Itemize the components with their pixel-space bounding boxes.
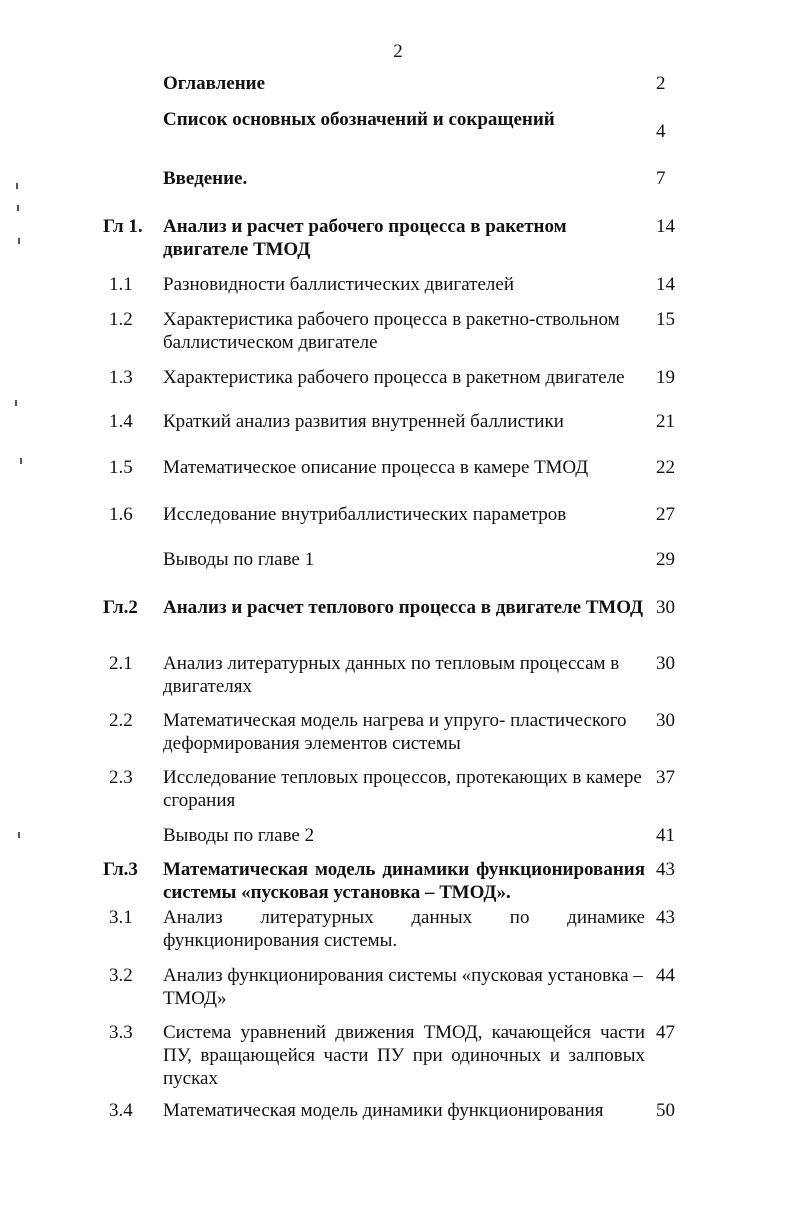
scan-speck	[18, 832, 20, 838]
toc-entry-number: Гл.3	[103, 859, 138, 880]
toc-entry-page: 4	[656, 121, 666, 142]
scan-speck	[18, 238, 20, 244]
toc-entry-title: Характеристика рабочего процесса в ракетно-ствольном баллистическом двигателе	[163, 309, 620, 353]
toc-entry-title: Выводы по главе 2	[163, 825, 315, 846]
toc-entry-page: 29	[656, 549, 675, 570]
toc-entry-title: Математическая модель нагрева и упруго- пластического деформирования элементов системы	[163, 710, 627, 754]
toc-entry-title: Разновидности баллистических двигателей	[163, 274, 514, 295]
toc-entry-number: 2.2	[109, 710, 133, 731]
toc-entry-title: Список основных обозначений и сокращений	[163, 109, 555, 130]
toc-entry-title: Система уравнений движения ТМОД, качающейся части ПУ, вращающейся части ПУ при одиночных и залповых пусках	[163, 1022, 645, 1089]
toc-entry-title: Математическое описание процесса в камере ТМОД	[163, 457, 589, 478]
toc-entry-page: 14	[656, 216, 675, 237]
toc-entry-title: Анализ и расчет рабочего процесса в ракетном двигателе ТМОД	[163, 216, 567, 260]
scan-speck	[17, 205, 19, 211]
toc-entry-title: Исследование внутрибаллистических параметров	[163, 504, 567, 525]
toc-entry-page: 43	[656, 859, 675, 880]
toc-entry-page: 27	[656, 504, 675, 525]
page-number: 2	[393, 41, 403, 62]
scan-speck	[20, 458, 22, 464]
toc-entry-title: Анализ литературных данных по тепловым процессам в двигателях	[163, 653, 620, 697]
toc-entry-number: Гл 1.	[103, 216, 143, 237]
toc-entry-number: 1.3	[109, 367, 133, 388]
toc-entry-number: 3.4	[109, 1100, 133, 1121]
toc-entry-page: 41	[656, 825, 675, 846]
toc-entry-number: 1.1	[109, 274, 133, 295]
toc-entry-page: 2	[656, 73, 666, 94]
toc-entry-title: Анализ и расчет теплового процесса в двигателе ТМОД	[163, 597, 644, 618]
toc-entry-title: Краткий анализ развития внутренней баллистики	[163, 411, 564, 432]
scan-speck	[15, 400, 17, 406]
toc-entry-number: 1.5	[109, 457, 133, 478]
toc-entry-number: Гл.2	[103, 597, 138, 618]
toc-entry-number: 1.2	[109, 309, 133, 330]
toc-entry-page: 14	[656, 274, 675, 295]
scan-speck	[16, 183, 18, 189]
toc-entry-page: 21	[656, 411, 675, 432]
toc-entry-title: Введение.	[163, 168, 248, 189]
toc-entry-title: Математическая модель динамики функционирования системы «пусковая установка – ТМОД».	[163, 859, 645, 903]
toc-entry-title: Анализ функционирования системы «пусковая установка –ТМОД»	[163, 965, 643, 1009]
toc-entry-title: Оглавление	[163, 73, 266, 94]
toc-entry-title: Исследование тепловых процессов, протекающих в камере сгорания	[163, 767, 642, 811]
toc-entry-page: 7	[656, 168, 666, 189]
toc-entry-page: 22	[656, 457, 675, 478]
toc-entry-page: 30	[656, 710, 675, 731]
toc-entry-page: 47	[656, 1022, 675, 1043]
toc-entry-number: 1.6	[109, 504, 133, 525]
toc-entry-page: 44	[656, 965, 675, 986]
toc-entry-title: Характеристика рабочего процесса в ракетном двигателе	[163, 367, 625, 388]
toc-entry-number: 3.3	[109, 1022, 133, 1043]
toc-entry-number: 3.2	[109, 965, 133, 986]
toc-entry-number: 1.4	[109, 411, 133, 432]
toc-entry-number: 3.1	[109, 907, 133, 928]
toc-entry-page: 50	[656, 1100, 675, 1121]
toc-entry-title: Выводы по главе 1	[163, 549, 315, 570]
toc-entry-page: 15	[656, 309, 675, 330]
toc-entry-number: 2.3	[109, 767, 133, 788]
toc-entry-number: 2.1	[109, 653, 133, 674]
toc-entry-title: Математическая модель динамики функционирования	[163, 1100, 604, 1121]
toc-entry-page: 19	[656, 367, 675, 388]
toc-entry-page: 30	[656, 653, 675, 674]
toc-entry-page: 43	[656, 907, 675, 928]
toc-entry-page: 37	[656, 767, 675, 788]
toc-entry-title: Анализ литературных данных по динамике функционирования системы.	[163, 907, 645, 951]
toc-entry-page: 30	[656, 597, 675, 618]
